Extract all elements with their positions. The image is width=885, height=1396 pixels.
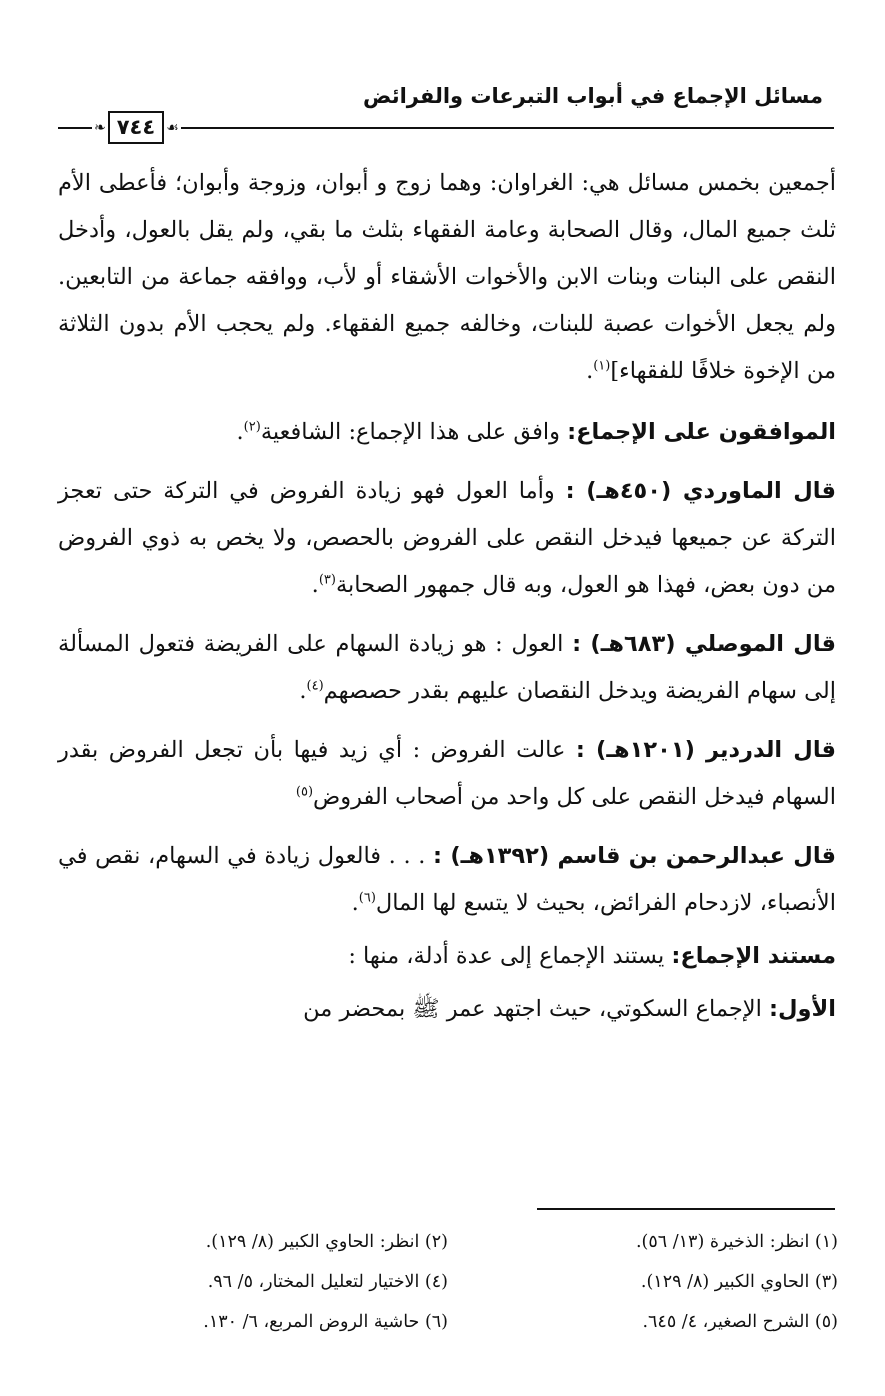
paragraph bbox=[58, 933, 836, 980]
main-text bbox=[58, 160, 836, 1045]
paragraph bbox=[58, 986, 836, 1033]
paragraph: قال الموصلي (٦٨٣هـ) : العول : هو زيادة السهام على الفريضة فتعول المسألة إلى سهام الفريضة ويدخل النقصان عليهم بقدر حصصهم$^{(٤)}$. bbox=[58, 631, 836, 704]
paragraph-heading: قال الماوردي (٤٥٠هـ) : bbox=[565, 478, 836, 504]
footnote-item: (٤) الاختيار لتعليل المختار، ٥/ ٩٦. bbox=[207, 1272, 448, 1292]
paragraph-heading: قال الموصلي (٦٨٣هـ) : bbox=[572, 631, 836, 657]
footnote-item: (١) انظر: الذخيرة (١٣/ ٥٦). bbox=[635, 1232, 838, 1252]
paragraph-heading: الموافقون على الإجماع: bbox=[567, 419, 836, 445]
paragraph-text: وأما العول فهو زيادة الفروض في التركة حتى تعجز التركة عن جميعها فيدخل النقص على الفروض بالحصص، ولا يخص به ذوي الفروض من دون بعض، فهذا هو العول، وبه قال جمهور الصحابة bbox=[58, 478, 836, 598]
footnote-separator bbox=[537, 1208, 835, 1210]
paragraph: الموافقون على الإجماع: وافق على هذا الإجماع: الشافعية$^{(٢)}$. bbox=[236, 419, 836, 445]
paragraph: قال عبدالرحمن بن قاسم (١٣٩٢هـ) : . . . فالعول زيادة في السهام، نقص في الأنصباء، لازدحام الفرائض، بحيث لا يتسع لها المال$^{(٦)}$. bbox=[58, 843, 837, 916]
paragraph-text: . . . فالعول زيادة في السهام، نقص في الأنصباء، لازدحام الفرائض، بحيث لا يتسع لها المال bbox=[58, 843, 836, 916]
paragraph-text: الإجماع السكوتي، حيث اجتهد عمر ﷺ بمحضر من bbox=[303, 996, 770, 1022]
paragraph-text: العول : هو زيادة السهام على الفريضة فتعول المسألة إلى سهام الفريضة ويدخل النقصان عليهم بقدر حصصهم bbox=[58, 631, 836, 704]
ornament-right-icon: ☙ bbox=[166, 119, 179, 136]
footnote-item: (٢) انظر: الحاوي الكبير (٨/ ١٢٩). bbox=[205, 1232, 448, 1252]
paragraph-heading: قال الدردير (١٢٠١هـ) : bbox=[575, 737, 836, 763]
page-number-badge bbox=[92, 111, 181, 144]
paragraph-text: وافق على هذا الإجماع: الشافعية bbox=[260, 419, 568, 445]
footnote-item: (٣) الحاوي الكبير (٨/ ١٢٩). bbox=[640, 1272, 838, 1292]
paragraph bbox=[58, 727, 836, 821]
footnote-ref: (٥) bbox=[295, 784, 314, 800]
footnote-ref: (٤) bbox=[306, 678, 324, 694]
ornament-left-icon: ❧ bbox=[94, 119, 106, 136]
footnote-ref: (٢) bbox=[243, 419, 261, 435]
paragraph-heading: مستند الإجماع: bbox=[671, 943, 836, 969]
paragraph-text: يستند الإجماع إلى عدة أدلة، منها : bbox=[348, 943, 672, 969]
paragraph-heading: قال عبدالرحمن بن قاسم (١٣٩٢هـ) : bbox=[433, 843, 837, 869]
paragraph-text: عالت الفروض : أي زيد فيها بأن تجعل الفروض بقدر السهام فيدخل النقص على كل واحد من أصحاب الفروض bbox=[58, 737, 836, 810]
paragraph-text: أجمعين بخمس مسائل هي: الغراوان: وهما زوج و أبوان، وزوجة وأبوان؛ فأعطى الأم ثلث جميع المال، وقال الصحابة وعامة الفقهاء بثلث ما بقي، ولم يقل بالعول، وأدخل النقص على البنات وبنات الابن والأخوات الأشقاء أو لأب، ووافقه جماعة من التابعين. ولم يجعل الأخوات عصبة للبنات، وخالفه جميع الفقهاء. ولم يحجب الأم بدون الثلاثة من الإخوة خلافًا للفقهاء] bbox=[58, 170, 836, 384]
paragraph-heading: الأول: bbox=[769, 996, 836, 1022]
footnote-ref: (٦) bbox=[358, 890, 376, 906]
page-number: ٧٤٤ bbox=[108, 111, 164, 144]
running-header-title: مسائل الإجماع في أبواب التبرعات والفرائض bbox=[363, 84, 823, 108]
footnote-ref: (١) bbox=[593, 358, 611, 374]
footnote-item: (٦) حاشية الروض المربع، ٦/ ١٣٠. bbox=[203, 1312, 448, 1332]
paragraph: قال الماوردي (٤٥٠هـ) : وأما العول فهو زيادة الفروض في التركة حتى تعجز التركة عن جميعها فيدخل النقص على الفروض بالحصص، ولا يخص به ذوي الفروض من دون بعض، فهذا هو العول، وبه قال جمهور الصحابة$^{(٣)}$. bbox=[58, 478, 836, 598]
paragraph: أجمعين بخمس مسائل هي: الغراوان: وهما زوج و أبوان، وزوجة وأبوان؛ فأعطى الأم ثلث جميع المال، وقال الصحابة وعامة الفقهاء بثلث ما بقي، ولم يقل بالعول، وأدخل النقص على البنات وبنات الابن والأخوات الأشقاء أو لأب، ووافقه جماعة من التابعين. ولم يجعل الأخوات عصبة للبنات، وخالفه جميع الفقهاء. ولم يحجب الأم بدون الثلاثة من الإخوة خلافًا للفقهاء]$^{(١)}$. bbox=[58, 170, 836, 384]
footnotes bbox=[58, 1226, 838, 1339]
footnote-item: (٥) الشرح الصغير، ٤/ ٦٤٥. bbox=[642, 1312, 838, 1332]
footnote-ref: (٣) bbox=[318, 572, 336, 588]
